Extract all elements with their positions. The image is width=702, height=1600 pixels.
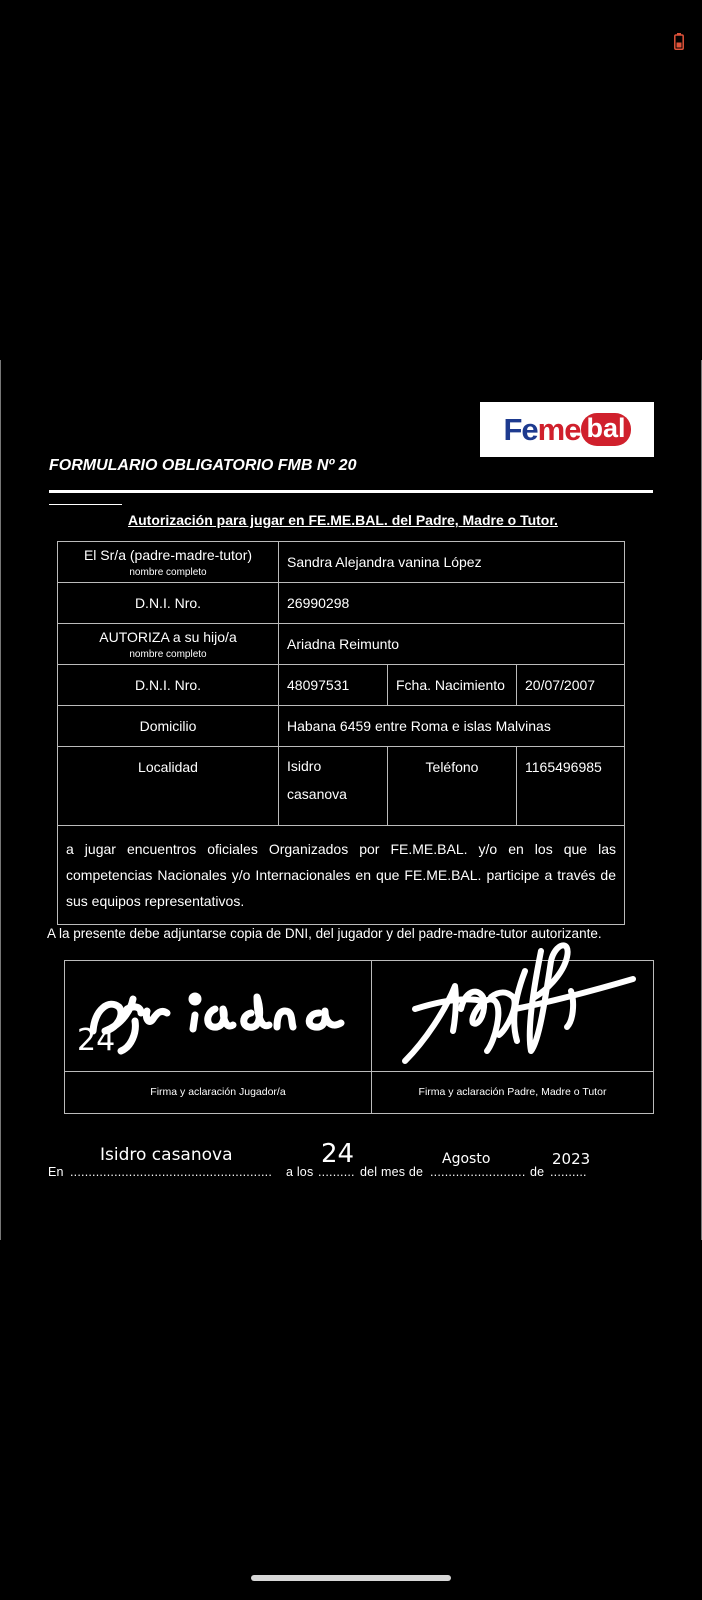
battery-icon — [674, 33, 684, 50]
address: Habana 6459 entre Roma e islas Malvinas — [279, 706, 625, 747]
date-a-los-label: a los — [286, 1165, 314, 1179]
table-row — [58, 583, 625, 624]
date-dots: .......... — [550, 1165, 587, 1179]
date-dots: .......................... — [430, 1165, 526, 1179]
parent-sublabel: nombre completo — [129, 566, 207, 578]
player-handwritten-number: 24 — [77, 1023, 116, 1058]
table-row — [58, 826, 625, 925]
child-label: AUTORIZA a su hijo/a — [99, 628, 237, 645]
form-subtitle: Autorización para jugar en FE.ME.BAL. del Padre, Madre o Tutor. — [128, 512, 558, 528]
logo-part-bal: bal — [581, 413, 630, 446]
parent-dni-label: D.N.I. Nro. — [58, 583, 279, 624]
parent-name: Sandra Alejandra vanina López — [279, 542, 625, 583]
child-label-cell — [58, 624, 279, 665]
document-scan — [0, 360, 702, 1240]
short-rule — [49, 504, 122, 505]
table-row — [58, 747, 625, 826]
date-del-mes-label: del mes de — [360, 1165, 424, 1179]
handwritten-year: 2023 — [552, 1150, 591, 1168]
signature-table — [64, 960, 654, 1114]
phone-label: Teléfono — [388, 747, 517, 826]
player-signature-caption: Firma y aclaración Jugador/a — [150, 1086, 286, 1098]
logo-part-me: me — [537, 411, 581, 447]
date-dots: .......... — [318, 1165, 355, 1179]
child-dni-label: D.N.I. Nro. — [58, 665, 279, 706]
home-indicator[interactable] — [251, 1575, 451, 1581]
logo-part-fe: Fe — [503, 411, 538, 447]
attachment-note: A la presente debe adjuntarse copia de DNI, del jugador y del padre-madre-tutor autorizante. — [47, 926, 602, 941]
child-sublabel: nombre completo — [129, 648, 207, 660]
date-de-label: de — [530, 1165, 545, 1179]
parent-dni: 26990298 — [279, 583, 625, 624]
phone: 1165496985 — [517, 747, 625, 826]
handwritten-place: Isidro casanova — [100, 1145, 233, 1165]
handwritten-day: 24 — [321, 1139, 355, 1169]
child-dni: 48097531 — [279, 665, 388, 706]
locality-label: Localidad — [58, 747, 279, 826]
doc-left-edge — [0, 360, 1, 1240]
date-en-label: En — [48, 1165, 64, 1179]
child-name: Ariadna Reimunto — [279, 624, 625, 665]
date-line — [48, 1139, 658, 1185]
parent-signature-caption: Firma y aclaración Padre, Madre o Tutor — [418, 1086, 607, 1098]
parent-label-cell — [58, 542, 279, 583]
authorization-table — [57, 541, 625, 925]
date-dots: ....................................................... — [70, 1165, 273, 1179]
form-title: FORMULARIO OBLIGATORIO FMB Nº 20 — [49, 457, 357, 474]
birth-date-label: Fcha. Nacimiento — [388, 665, 517, 706]
birth-date: 20/07/2007 — [517, 665, 625, 706]
table-row — [58, 624, 625, 665]
address-label: Domicilio — [58, 706, 279, 747]
femebal-logo — [480, 402, 654, 457]
parent-signature — [395, 931, 645, 1071]
parent-label: El Sr/a (padre-madre-tutor) — [83, 546, 253, 563]
player-signature — [75, 969, 365, 1069]
table-row — [58, 665, 625, 706]
table-row — [58, 706, 625, 747]
authorization-paragraph: a jugar encuentros oficiales Organizados por FE.ME.BAL. y/o en los que las competencias Nacionales y/o Internacionales en que FE.ME.BAL. participe a través de sus equipos representativos. — [58, 826, 625, 925]
title-rule — [49, 490, 653, 493]
locality: Isidro casanova — [279, 747, 388, 826]
handwritten-month: Agosto — [442, 1151, 491, 1167]
table-row — [58, 542, 625, 583]
